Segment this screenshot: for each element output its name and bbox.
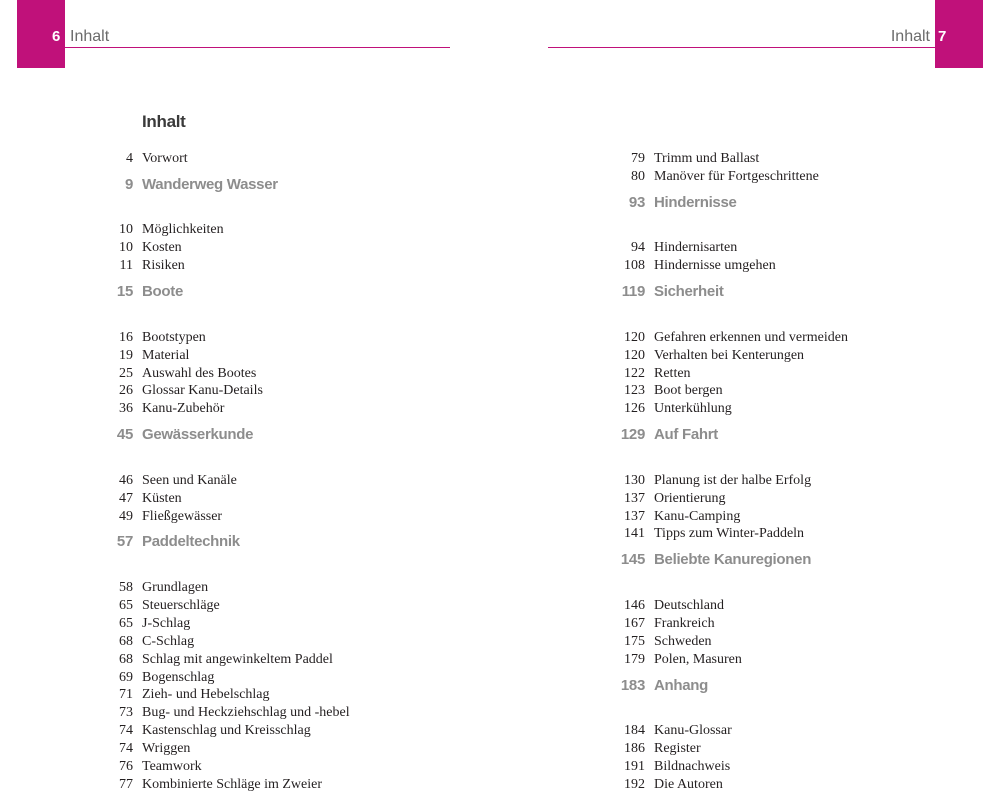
entry-page-number: 80	[631, 168, 645, 184]
toc-entry[interactable]	[500, 776, 980, 794]
entry-page-number: 65	[119, 615, 133, 631]
entry-page-number: 71	[119, 687, 133, 703]
entry-title: Schweden	[654, 633, 712, 649]
toc-section-heading[interactable]	[500, 543, 980, 597]
toc-section-heading[interactable]	[500, 418, 980, 472]
entry-title: Polen, Masuren	[654, 651, 742, 667]
entry-title: Glossar Kanu-Details	[142, 383, 263, 399]
entry-title: Hindernisse umgehen	[654, 258, 776, 274]
header-rule-right	[548, 47, 935, 48]
toc-entry[interactable]	[500, 239, 980, 257]
toc-entry[interactable]	[500, 508, 980, 526]
entry-title: Kombinierte Schläge im Zweier	[142, 776, 322, 792]
toc-entry[interactable]	[500, 365, 980, 383]
entry-title: Bootstypen	[142, 329, 206, 345]
toc-section-heading[interactable]	[500, 275, 980, 329]
entry-page-number: 123	[624, 383, 645, 399]
entry-title: Kanu-Glossar	[654, 723, 732, 739]
toc-entry[interactable]	[0, 740, 480, 758]
entry-page-number: 175	[624, 633, 645, 649]
section-page-number: 93	[628, 193, 645, 211]
entry-title: C-Schlag	[142, 633, 195, 649]
entry-page-number: 94	[631, 240, 645, 256]
entry-page-number: 126	[624, 401, 645, 417]
entry-page-number: 130	[624, 472, 645, 488]
section-page-number: 45	[116, 426, 133, 444]
toc-entry[interactable]	[0, 239, 480, 257]
toc-entry[interactable]	[500, 525, 980, 543]
entry-title: Hindernisarten	[654, 240, 738, 256]
entry-title: Teamwork	[142, 758, 202, 774]
entry-title: Tipps zum Winter-Paddeln	[654, 526, 805, 542]
entry-page-number: 46	[119, 472, 133, 488]
entry-page-number: 179	[624, 651, 645, 667]
entry-page-number: 36	[119, 401, 133, 417]
toc-entry[interactable]	[500, 615, 980, 633]
header-rule-left	[65, 47, 450, 48]
entry-page-number: 10	[119, 240, 133, 256]
entry-page-number: 77	[119, 776, 133, 792]
section-page-number: 129	[620, 426, 645, 444]
entry-title: Kastenschlag und Kreisschlag	[142, 723, 311, 739]
entry-page-number: 16	[119, 329, 133, 345]
running-title-right: Inhalt	[890, 28, 930, 45]
entry-title: Steuerschläge	[142, 597, 220, 613]
entry-page-number: 76	[119, 758, 133, 774]
entry-title: Küsten	[142, 490, 182, 506]
entry-title: Grundlagen	[142, 580, 209, 596]
entry-page-number: 186	[624, 741, 645, 756]
entry-page-number: 146	[624, 597, 645, 613]
toc-section-heading[interactable]	[0, 418, 480, 472]
toc-entry[interactable]	[500, 329, 980, 347]
toc-entry[interactable]	[0, 472, 480, 490]
toc-entry[interactable]	[500, 472, 980, 490]
toc-column-right	[500, 150, 980, 794]
toc-entry[interactable]	[0, 329, 480, 347]
toc-entry[interactable]	[0, 669, 480, 687]
toc-entry[interactable]	[0, 776, 480, 794]
section-title: Wanderweg Wasser	[142, 175, 278, 193]
entry-page-number: 74	[119, 723, 133, 739]
entry-title: Wriggen	[142, 741, 191, 757]
entry-title: Material	[142, 347, 190, 363]
entry-page-number: 74	[119, 741, 133, 757]
section-page-number: 119	[621, 283, 645, 301]
entry-page-number: 25	[119, 365, 133, 381]
toc-entry[interactable]	[500, 740, 980, 758]
running-title-left: Inhalt	[70, 28, 110, 45]
entry-title: Deutschland	[654, 597, 724, 613]
entry-title: Frankreich	[654, 615, 715, 631]
entry-title: Unterkühlung	[654, 401, 732, 417]
entry-page-number: 19	[119, 347, 133, 363]
entry-page-number: 137	[624, 490, 645, 506]
toc-entry[interactable]	[0, 704, 480, 722]
entry-title: Register	[654, 741, 701, 756]
section-title: Auf Fahrt	[654, 426, 718, 444]
toc-entry[interactable]	[500, 722, 980, 740]
toc-entry[interactable]	[500, 597, 980, 615]
toc-entry[interactable]	[500, 257, 980, 275]
entry-title: Kanu-Zubehör	[142, 401, 225, 417]
toc-entry[interactable]	[0, 490, 480, 508]
entry-title: Gefahren erkennen und vermeiden	[654, 329, 848, 345]
section-page-number: 57	[116, 533, 133, 551]
page-number-left: 6	[52, 28, 61, 45]
entry-title: Orientierung	[654, 490, 726, 506]
entry-title: Kosten	[142, 240, 182, 256]
entry-page-number: 68	[119, 651, 133, 667]
toc-entry[interactable]	[500, 758, 980, 776]
section-page-number: 183	[620, 676, 645, 694]
entry-title: J-Schlag	[142, 615, 191, 631]
section-title: Anhang	[654, 676, 709, 694]
entry-title: Vorwort	[142, 151, 188, 166]
section-page-number: 15	[116, 283, 133, 301]
entry-page-number: 122	[624, 365, 645, 381]
toc-entry[interactable]	[0, 633, 480, 651]
entry-page-number: 137	[624, 508, 645, 524]
section-title: Gewässerkunde	[142, 426, 254, 444]
entry-page-number: 26	[119, 383, 133, 399]
toc-entry[interactable]	[0, 651, 480, 669]
entry-page-number: 141	[624, 526, 645, 542]
entry-title: Möglichkeiten	[142, 222, 224, 238]
section-page-number: 9	[124, 175, 133, 193]
toc-entry[interactable]	[0, 257, 480, 275]
toc-column-left	[0, 150, 480, 794]
toc-entry[interactable]	[500, 400, 980, 418]
entry-page-number: 108	[624, 258, 645, 274]
section-title: Beliebte Kanuregionen	[654, 551, 812, 569]
entry-page-number: 120	[624, 347, 645, 363]
entry-page-number: 69	[119, 669, 133, 685]
entry-page-number: 120	[624, 329, 645, 345]
toc-entry[interactable]	[0, 722, 480, 740]
toc-entry[interactable]	[0, 686, 480, 704]
entry-title: Verhalten bei Kenterungen	[654, 347, 805, 363]
entry-page-number: 65	[119, 597, 133, 613]
toc-entry[interactable]	[0, 382, 480, 400]
entry-page-number: 47	[119, 490, 133, 506]
toc-entry[interactable]	[0, 400, 480, 418]
toc-entry[interactable]	[0, 758, 480, 776]
entry-title: Zieh- und Hebelschlag	[142, 687, 270, 703]
entry-title: Planung ist der halbe Erfolg	[654, 472, 812, 488]
toc-title: Inhalt	[142, 112, 186, 131]
entry-title: Manöver für Fortgeschrittene	[654, 168, 819, 184]
entry-title: Bug- und Heckziehschlag und -hebel	[142, 705, 350, 721]
section-title: Sicherheit	[654, 283, 724, 301]
toc-entry[interactable]	[0, 221, 480, 239]
section-title: Boote	[142, 283, 183, 301]
toc-entry[interactable]	[0, 347, 480, 365]
entry-title: Die Autoren	[654, 776, 723, 792]
section-page-number: 145	[620, 551, 645, 569]
toc-entry[interactable]	[0, 365, 480, 383]
entry-title: Auswahl des Bootes	[142, 365, 257, 381]
toc-entry[interactable]	[500, 651, 980, 669]
entry-page-number: 167	[624, 615, 645, 631]
entry-title: Bildnachweis	[654, 758, 731, 774]
toc-entry[interactable]	[0, 597, 480, 615]
toc-entry[interactable]	[500, 633, 980, 651]
toc-section-heading[interactable]	[0, 275, 480, 329]
toc-section-heading[interactable]	[500, 186, 980, 240]
entry-page-number: 58	[119, 580, 133, 596]
entry-page-number: 73	[119, 705, 133, 721]
toc-entry[interactable]	[500, 347, 980, 365]
toc-entry[interactable]	[500, 382, 980, 400]
toc-entry[interactable]	[0, 579, 480, 597]
entry-title: Kanu-Camping	[654, 508, 741, 524]
entry-page-number: 68	[119, 633, 133, 649]
entry-page-number: 10	[119, 222, 133, 238]
section-title: Paddeltechnik	[142, 533, 240, 551]
entry-title: Fließgewässer	[142, 508, 223, 524]
toc-section-heading[interactable]	[500, 669, 980, 723]
entry-title: Boot bergen	[654, 383, 723, 399]
entry-page-number: 49	[119, 508, 133, 524]
entry-page-number: 192	[624, 776, 645, 792]
entry-title: Risiken	[142, 258, 185, 274]
entry-title: Retten	[654, 365, 691, 381]
toc-entry[interactable]	[500, 150, 980, 168]
entry-title: Bogenschlag	[142, 669, 215, 685]
toc-entry[interactable]	[0, 615, 480, 633]
toc-entry[interactable]	[0, 150, 480, 168]
entry-title: Schlag mit angewinkeltem Paddel	[142, 651, 333, 667]
entry-page-number: 191	[624, 758, 645, 774]
toc-entry[interactable]	[500, 490, 980, 508]
page-number-right: 7	[938, 28, 947, 45]
entry-page-number: 11	[119, 258, 133, 274]
entry-page-number: 4	[126, 151, 133, 166]
section-title: Hindernisse	[654, 193, 737, 211]
entry-title: Seen und Kanäle	[142, 472, 237, 488]
entry-title: Trimm und Ballast	[654, 151, 760, 166]
toc-section-heading[interactable]	[0, 168, 480, 222]
entry-page-number: 79	[631, 151, 645, 166]
toc-entry[interactable]	[500, 168, 980, 186]
entry-page-number: 184	[624, 723, 645, 739]
toc-entry[interactable]	[0, 508, 480, 526]
toc-section-heading[interactable]	[0, 525, 480, 579]
